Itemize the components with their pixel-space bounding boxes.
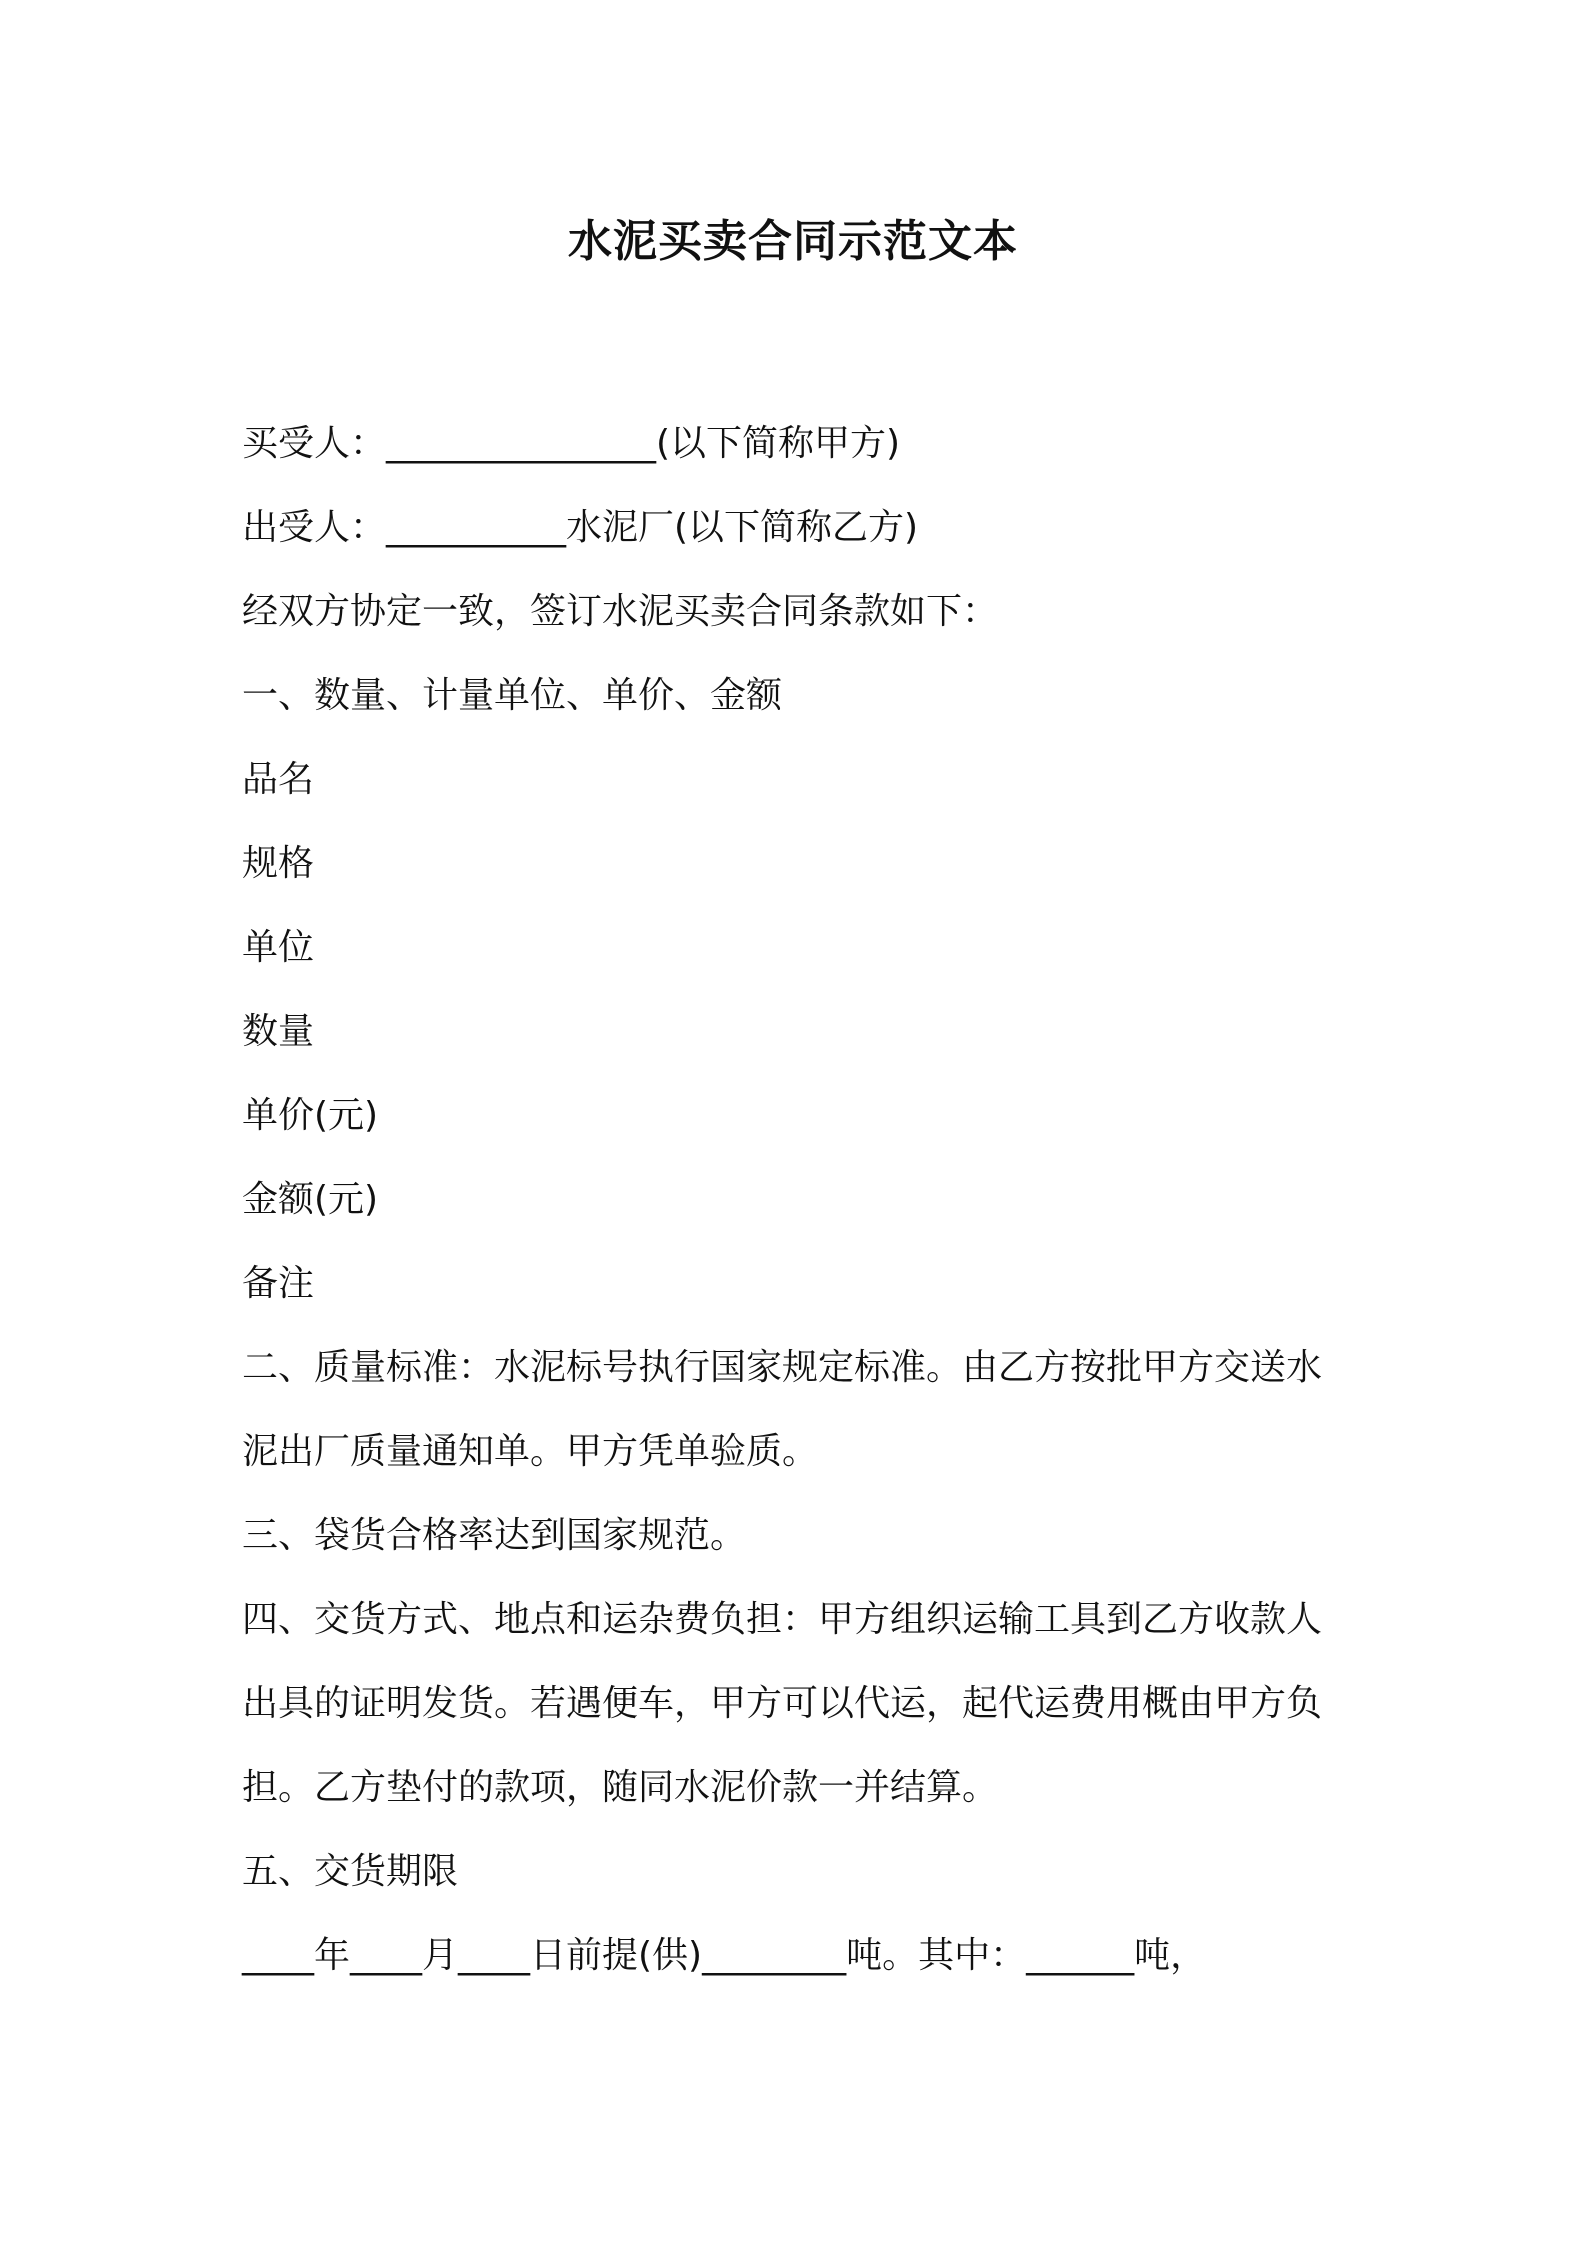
field-quantity: 数量: [242, 1011, 315, 1052]
section-4-line-2: 出具的证明发货。若遇便车，甲方可以代运，起代运费用概由甲方负: [242, 1683, 1323, 1724]
field-amount: 金额(元): [242, 1179, 379, 1220]
section-2-line-2: 泥出厂质量通知单。甲方凭单验质。: [242, 1431, 819, 1472]
field-specification: 规格: [242, 843, 315, 884]
field-product-name: 品名: [242, 759, 315, 800]
field-unit-price: 单价(元): [242, 1095, 379, 1136]
document-title: 水泥买卖合同示范文本: [568, 216, 1018, 267]
agreement-intro: 经双方协定一致，签订水泥买卖合同条款如下：: [242, 591, 999, 632]
field-remarks: 备注: [242, 1263, 315, 1304]
buyer-line: 买受人：_______________(以下简称甲方): [242, 423, 901, 464]
document-body: [242, 402, 1362, 1998]
section-5-heading: 五、交货期限: [242, 1851, 459, 1892]
delivery-date-line: ____年____月____日前提(供)________吨。其中：______吨，: [242, 1935, 1207, 1976]
section-4-line-3: 担。乙方垫付的款项，随同水泥价款一并结算。: [242, 1767, 999, 1808]
section-3: 三、袋货合格率达到国家规范。: [242, 1515, 747, 1556]
seller-line: 出受人：__________水泥厂(以下简称乙方): [242, 507, 919, 548]
section-2-line-1: 二、质量标准：水泥标号执行国家规定标准。由乙方按批甲方交送水: [242, 1347, 1323, 1388]
section-1-heading: 一、数量、计量单位、单价、金额: [242, 675, 783, 716]
section-4-line-1: 四、交货方式、地点和运杂费负担：甲方组织运输工具到乙方收款人: [242, 1599, 1323, 1640]
field-unit: 单位: [242, 927, 315, 968]
